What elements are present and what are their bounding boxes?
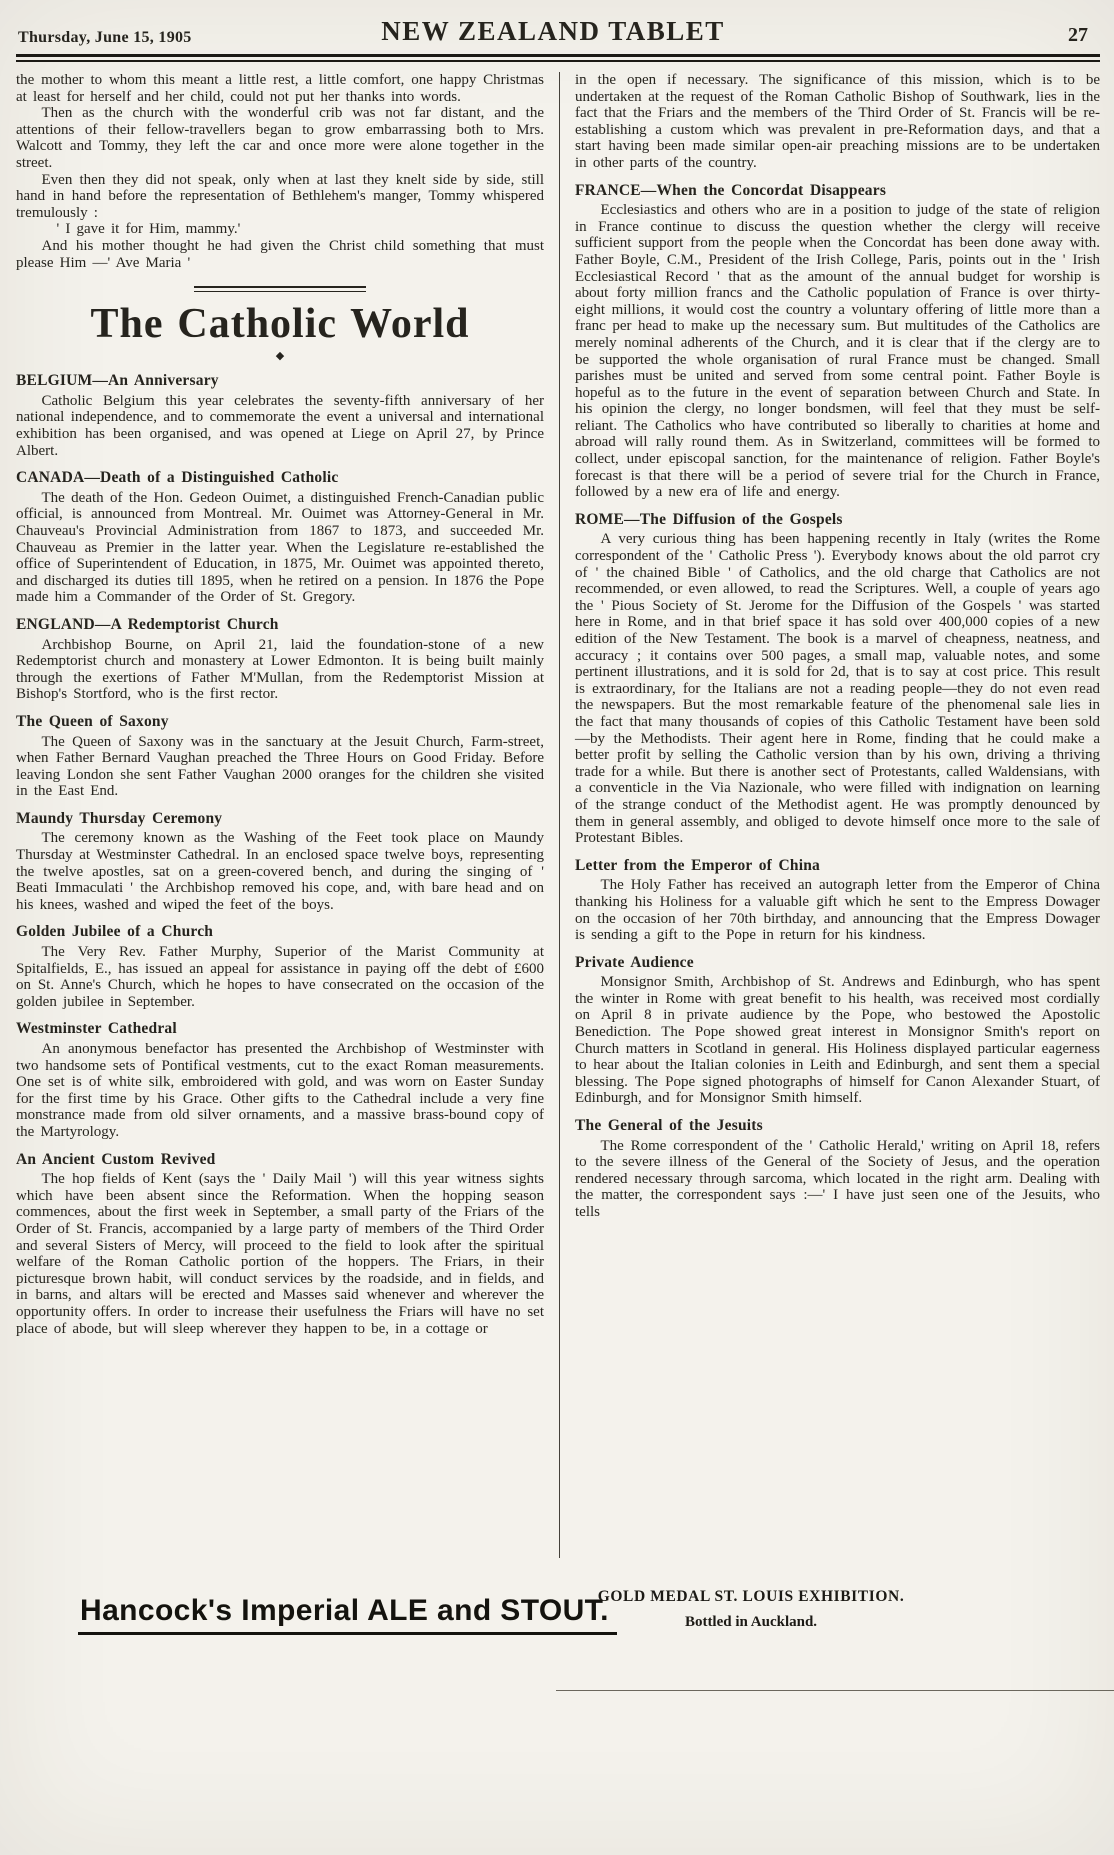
article [16, 1021, 544, 1140]
article [575, 1118, 1100, 1221]
header-rule [16, 54, 1100, 62]
article [16, 714, 544, 800]
article-heading: Maundy Thursday Ceremony [16, 809, 223, 827]
article [575, 512, 1100, 847]
section-title: The Catholic World [90, 301, 470, 348]
article-heading: An Ancient Custom Revived [16, 1150, 216, 1168]
bottom-rule [556, 1690, 1114, 1691]
article-heading: The Queen of Saxony [16, 712, 169, 730]
article-body: The Very Rev. Father Murphy, Superior of the Marist Community at Spitalfields, E., has issued an appeal for assistance in paying off the debt of £600 on St. Anne's Church, which he hopes to have consecrated on the occasion of the golden jubilee in September. [16, 944, 544, 1010]
article-body: Catholic Belgium this year celebrates the seventy-fifth anniversary of her national independence, and to commemorate the event a universal and international exhibition has been organised, and was opened at Liege on April 27, by Prince Albert. [16, 392, 544, 459]
issue-date: Thursday, June 15, 1905 [18, 29, 192, 46]
article [16, 470, 544, 606]
section-divider [194, 286, 366, 292]
story-paragraph: And his mother thought he had given the Christ child something that must please Him —' Ave Maria ' [16, 237, 544, 271]
article-heading: BELGIUM—An Anniversary [16, 372, 219, 390]
article [16, 924, 544, 1010]
article-heading: Private Audience [575, 953, 694, 971]
article-body: The ceremony known as the Washing of the Feet took place on Maundy Thursday at Westminster Cathedral. In an enclosed space twelve boys, representing the twelve apostles, sat on a green-covered bench, and during the singing of ' Beati Immaculati ' the Archbishop removed his cope, and, with bare head and on his knees, washed and wiped the feet of the boys. [16, 830, 544, 913]
article-heading: CANADA—Death of a Distinguished Catholic [16, 469, 339, 487]
story-paragraph: Even then they did not speak, only when at last they knelt side by side, still hand in hand before the representation of Bethlehem's manger, Tommy whispered tremulously : [16, 171, 544, 221]
gold-medal-ad-line1: GOLD MEDAL ST. LOUIS EXHIBITION. [597, 1588, 905, 1605]
article-heading: FRANCE—When the Concordat Disappears [575, 181, 887, 199]
article-heading: ENGLAND—A Redemptorist Church [16, 615, 279, 633]
article [16, 1152, 544, 1338]
article-body: An anonymous benefactor has presented the Archbishop of Westminster with two handsome sets of Pontifical vestments, cut to the exact Roman measurements. One set is of white silk, embroidered with gold, and was worn on Easter Sunday for the first time by his Grace. Other gifts to the Cathedral include a very fine monstrance made from old silver ornaments, and a massive brass-bound copy of the Martyrology. [16, 1041, 544, 1140]
article-heading: Letter from the Emperor of China [575, 856, 820, 874]
article-body: The Rome correspondent of the ' Catholic Herald,' writing on April 18, refers to the severe illness of the General of the Society of Jesus, and the operation rendered necessary through sarcoma, which located in the right arm. Dealing with the matter, the correspondent says :—' I have just seen one of the Jesuits, who tells [575, 1137, 1100, 1220]
page-number: 27 [1068, 24, 1088, 46]
story-paragraph: Then as the church with the wonderful crib was not far distant, and the attentions of their fellow-travellers began to grow embarrassing both to Mrs. Walcott and Tommy, they left the car and once more were alone together in the street. [16, 105, 544, 171]
article-body: The Holy Father has received an autograph letter from the Emperor of China thanking his Holiness for a valuable gift which he sent to the Empress Dowager on the occasion of her 70th birthday, and announcing that the Empress Dowager is sending a gift to the Pope in return for his kindness. [575, 877, 1100, 944]
right-column [558, 72, 1100, 1558]
quote-line: ' I gave it for Him, mammy.' [56, 221, 241, 238]
footer-ads [16, 1586, 1100, 1676]
article [16, 373, 544, 459]
article-body: The hop fields of Kent (says the ' Daily Mail ') will this year witness sights which have been absent since the Reformation. When the hopping season commences, about the first week in September, a small party of the Friars of the Order of St. Francis, accompanied by a large party of members of the Third Order and several Sisters of Mercy, will proceed to the field to look after the spiritual welfare of the Roman Catholic portion of the hoppers. The Friars, in their picturesque brown habit, will conduct services by the roadside, and in fields, and in barns, and altars will be erected and Masses said whenever and wherever the opportunity offers. In order to increase their usefulness the Friars will have no set place of abode, but will sleep wherever they happen to be, in a cottage or [16, 1171, 544, 1337]
article [16, 617, 544, 703]
article-heading: Westminster Cathedral [16, 1020, 177, 1038]
article [16, 811, 544, 914]
gold-medal-ad [586, 1588, 916, 1631]
article-continuation-paragraph: in the open if necessary. The significance of this mission, which is to be undertaken at the request of the Roman Catholic Bishop of Southwark, lies in the fact that the Friars and the members of the Third Order of St. Francis will be re-establishing a custom which was prevalent in pre-Reformation days, and that a start having been made similar open-air preaching missions are to be undertaken in other parts of the country. [575, 72, 1100, 171]
story-continuation-paragraph: the mother to whom this meant a little rest, a little comfort, one happy Christmas at least for herself and her child, could not put her thanks into words. [16, 72, 544, 105]
article-body: The Queen of Saxony was in the sanctuary at the Jesuit Church, Farm-street, when Father Bernard Vaughan preached the Three Hours on Good Friday. Before leaving London she sent Father Vaughan 2000 oranges for the children she visited in the East End. [16, 733, 544, 800]
left-column [16, 72, 558, 1558]
article-heading: ROME—The Diffusion of the Gospels [575, 510, 843, 528]
article-body: Ecclesiastics and others who are in a position to judge of the state of religion in France continue to discuss the question whether the clergy will receive sufficient support from the people when the Concordat has been done away with. Father Boyle, C.M., President of the Irish College, Paris, points out in the ' Irish Ecclesiastical Record ' that as the amount of the annual budget for worship is about forty million francs and the Catholic population of France is over thirty-eight millions, it would cost the country a voluntary offering of little more than a franc per head to make up the necessary sum. But multitudes of the Catholics are merely nominal adherents of the Church, and it is clear that if the clergy are to be supported the whole organisation of rural France must be changed. Small parishes must be united and served from some central point. Father Boyle is hopeful as to the future in the event of separation between Church and State. In his opinion the clergy, no longer bondsmen, will feel that they must be self-reliant. The Catholics who have contributed so liberally to charities at home and abroad will rally round them. As in Switzerland, committees will be formed to collect, under episcopal sanction, for the maintenance of religion. Father Boyle's forecast is that there will be a period of severe trial for the Church in France, followed by a new era of life and energy. [575, 202, 1100, 501]
article-body: Monsignor Smith, Archbishop of St. Andrews and Edinburgh, who has spent the winter in Rome with great benefit to his health, was received most cordially on April 8 in private audience by the Pope, who bestowed the Apostolic Benediction. The Pope showed great interest in Monsignor Smith's report on Church matters in Scotland in general. His Holiness displayed particular eagerness to hear about the Italian colonies in Leith and Edinburgh, and sent them a special blessing. The Pope signed photographs of himself for Canon Alexander Stuart, of Edinburgh, and for Monsignor Smith himself. [575, 974, 1100, 1107]
article-heading: The General of the Jesuits [575, 1117, 763, 1135]
article [575, 183, 1100, 501]
article [575, 955, 1100, 1107]
article-columns [16, 72, 1100, 1558]
article [575, 858, 1100, 944]
right-articles-list [575, 183, 1100, 1221]
page-header [16, 12, 1100, 54]
article-heading: Golden Jubilee of a Church [16, 923, 214, 941]
article-body: Archbishop Bourne, on April 21, laid the foundation-stone of a new Redemptorist church and monastery at Lower Edmonton. It is being built mainly through the exertions of Father M'Mullan, from the Redemptorist Mission at Bishop's Stortford, who is the first rector. [16, 636, 544, 703]
gold-medal-ad-line2: Bottled in Auckland. [684, 1614, 818, 1630]
article-body: A very curious thing has been happening recently in Italy (writes the Rome correspondent of the ' Catholic Press '). Everybody knows about the old parrot cry of ' the chained Bible ' of Catholics, and the old charge that Catholics are not recommended, or even allowed, to read the Scriptures. Well, a couple of years ago the ' Pious Society of St. Jerome for the Diffusion of the Gospels ' was started here in Rome, and in that brief space it has sold over 400,000 copies of a new edition of the New Testament. The book is a marvel of cheapness, neatness, and accuracy ; it contains over 500 pages, a small map, valuable notes, and some pertinent illustrations, and it is sold for 2d, that is to say at cost price. This result is extraordinary, for the Italians are not a reading people—they do not even read the newspapers. But the most remarkable feature of the phenomenal sale lies in the fact that many thousands of copies of this Catholic Testament have been sold—by the Methodists. Their agent here in Rome, finding that he could make a better profit by selling the Catholic version than by his own, driving a thriving trade for a while. But there is another sect of Protestants, called Waldensians, with a conventicle in the Via Nazionale, who were filled with indignation on learning of the strange conduct of the Methodist agent. He was promptly denounced by them in general assembly, and obliged to devote himself once more to the sale of Protestant Bibles. [575, 531, 1100, 847]
left-articles-list [16, 373, 544, 1337]
diamond-ornament: ◆ [275, 350, 285, 363]
masthead-title: NEW ZEALAND TABLET [381, 16, 725, 46]
article-body: The death of the Hon. Gedeon Ouimet, a distinguished French-Canadian public official, is announced from Montreal. Mr. Ouimet was Attorney-General in Mr. Chauveau's Provincial Administration from 1867 to 1873, and succeeded Mr. Chauveau as Premier in the latter year. When the Legislature re-established the office of Superintendent of Education, in 1875, Mr. Ouimet was appointed thereto, and discharged its duties till 1895, when he retired on a pension. In 1876 the Pope made him a Commander of the Order of St. Gregory. [16, 489, 544, 606]
hancocks-ale-ad: Hancock's Imperial ALE and STOUT. [78, 1594, 617, 1635]
